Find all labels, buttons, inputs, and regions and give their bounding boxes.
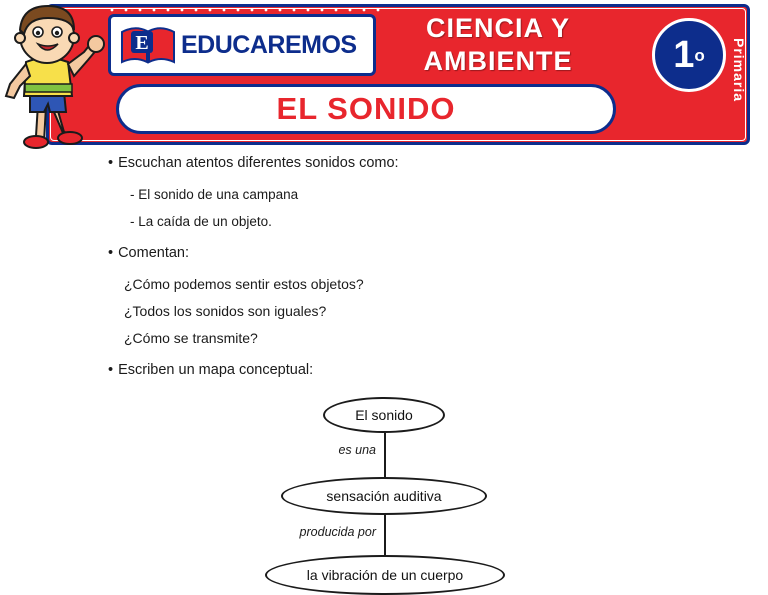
example-falling-object: - La caída de un objeto. — [130, 214, 272, 229]
bullet-icon: • — [108, 362, 114, 378]
svg-text:E: E — [135, 32, 149, 54]
bullet-icon: • — [108, 155, 114, 171]
grade-number: 1 — [673, 34, 695, 76]
instruction-comment-text: Comentan: — [118, 245, 190, 261]
worksheet-header — [0, 0, 768, 150]
grade-circle — [652, 18, 726, 92]
subject-title — [382, 12, 614, 78]
example-bell: - El sonido de una campana — [130, 187, 299, 202]
connector-2 — [384, 515, 386, 555]
concept-map — [0, 389, 768, 583]
subject-line-1: CIENCIA Y — [425, 13, 571, 43]
concept-node-sensacion-label: sensación auditiva — [326, 488, 442, 504]
concept-node-sensacion — [281, 477, 487, 515]
grade-level-label: Primaria — [731, 37, 747, 103]
logo-text: EDUCAREMOS — [181, 30, 357, 59]
connector-1 — [384, 433, 386, 477]
question-1: ¿Cómo podemos sentir estos objetos? — [124, 276, 364, 292]
page-title: EL SONIDO — [276, 91, 456, 126]
grade-badge — [652, 10, 750, 136]
connector-2-label: producida por — [299, 525, 376, 539]
mascot-boy-icon — [0, 0, 106, 152]
subject-line-2: AMBIENTE — [423, 46, 573, 76]
worksheet-title-bar — [116, 84, 616, 134]
grade-ordinal: o — [694, 45, 705, 65]
question-3: ¿Cómo se transmite? — [124, 330, 258, 346]
open-book-icon — [119, 22, 177, 68]
bullet-icon: • — [108, 245, 114, 261]
instruction-listen-text: Escuchan atentos diferentes sonidos como: — [118, 155, 399, 171]
connector-1-label: es una — [338, 443, 376, 457]
concept-node-sonido — [323, 397, 445, 433]
concept-node-sonido-label: El sonido — [355, 407, 413, 423]
concept-node-vibracion — [265, 555, 505, 595]
instruction-concept-map-text: Escriben un mapa conceptual: — [118, 362, 314, 378]
instruction-concept-map — [108, 359, 768, 381]
worksheet-body — [0, 152, 768, 583]
instruction-listen — [108, 152, 768, 174]
concept-node-vibracion-label: la vibración de un cuerpo — [306, 567, 464, 583]
educaremos-logo — [108, 14, 376, 76]
instruction-comment — [108, 242, 768, 264]
question-2: ¿Todos los sonidos son iguales? — [124, 303, 327, 319]
